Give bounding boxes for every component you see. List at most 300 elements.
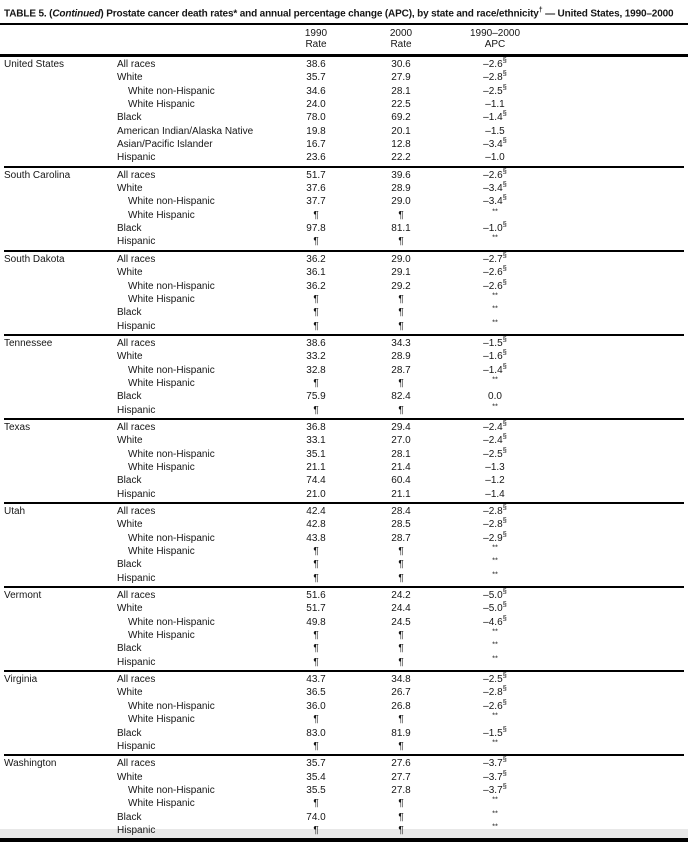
rate-2000-value: ¶ — [398, 656, 404, 668]
apc-value: –1.2 — [485, 475, 505, 487]
race-label: All races — [117, 253, 156, 265]
race-label: Hispanic — [117, 488, 156, 500]
footnote-marker: § — [502, 600, 507, 610]
rate-2000-value: ¶ — [398, 572, 404, 584]
column-header-line: Rate — [305, 39, 327, 51]
table-row — [4, 653, 684, 669]
rate-2000-value: 29.4 — [391, 421, 411, 433]
table-row — [4, 319, 684, 332]
footnote-marker: ** — [492, 401, 498, 411]
rate-2000-value: ¶ — [398, 824, 404, 836]
rate-2000-value: 28.9 — [391, 183, 411, 195]
apc-value: –2.4§ — [483, 431, 507, 447]
table-row — [4, 810, 684, 823]
table-row — [4, 542, 684, 558]
rate-2000-value: ¶ — [398, 320, 404, 332]
table-row — [4, 613, 684, 629]
race-label: Asian/Pacific Islander — [117, 139, 213, 151]
table-row — [4, 390, 684, 403]
rate-1990-value: ¶ — [313, 798, 319, 810]
column-header-line: APC — [484, 39, 506, 51]
footnote-marker: § — [502, 179, 507, 189]
footnote-marker: § — [502, 724, 507, 734]
rate-1990-value: 35.5 — [306, 784, 326, 796]
rate-2000-value: 34.3 — [391, 337, 411, 349]
race-label: White — [117, 603, 143, 615]
rate-1990-value: 78.0 — [306, 112, 326, 124]
rate-1990-value: ¶ — [313, 714, 319, 726]
column-headers — [4, 25, 684, 54]
rate-1990-value: 42.8 — [306, 519, 326, 531]
apc-value: –5.0§ — [483, 586, 507, 602]
rate-1990-value: 51.6 — [306, 590, 326, 602]
footnote-marker: ** — [492, 794, 498, 804]
table-row — [4, 111, 684, 124]
race-label: All races — [117, 758, 156, 770]
footnote-marker: § — [502, 334, 507, 344]
race-label: Black — [117, 307, 142, 319]
rate-1990-value: 16.7 — [306, 139, 326, 151]
race-label: Black — [117, 475, 142, 487]
race-label: Black — [117, 643, 142, 655]
race-label: White non-Hispanic — [128, 196, 215, 208]
rate-1990-value: 43.7 — [306, 674, 326, 686]
rate-1990-value: 32.8 — [306, 364, 326, 376]
rate-2000-value: 29.0 — [391, 196, 411, 208]
column-header-apc — [450, 28, 540, 51]
apc-value: –1.4 — [485, 488, 505, 500]
table-row — [4, 697, 684, 713]
table-row — [4, 781, 684, 797]
rate-2000-value: ¶ — [398, 209, 404, 221]
race-label: White non-Hispanic — [128, 364, 215, 376]
apc-value: –3.7§ — [483, 754, 507, 770]
apc-value: –1.4§ — [483, 109, 507, 124]
apc-value: –2.6§ — [483, 263, 507, 279]
state-section — [4, 502, 684, 586]
race-label: Black — [117, 727, 142, 739]
footnote-marker: ** — [492, 303, 498, 313]
rate-1990-value: 51.7 — [306, 603, 326, 615]
column-header-line: 1990 — [304, 27, 328, 39]
rate-2000-value: 28.1 — [391, 448, 411, 460]
rate-1990-value: ¶ — [313, 643, 319, 655]
apc-value: –2.8§ — [483, 516, 507, 531]
rate-2000-value: 30.6 — [391, 59, 411, 70]
table-row — [4, 487, 684, 500]
table-row — [4, 403, 684, 416]
apc-value: –4.6§ — [483, 613, 507, 628]
rate-1990-value: ¶ — [313, 572, 319, 584]
race-label: White Hispanic — [128, 714, 195, 726]
apc-value: –3.7§ — [483, 781, 507, 796]
apc-value: –2.6§ — [483, 697, 507, 712]
race-label: American Indian/Alaska Native — [117, 125, 254, 137]
rate-1990-value: 24.0 — [306, 99, 326, 111]
rate-2000-value: ¶ — [398, 740, 404, 752]
race-label: White — [117, 687, 143, 699]
footnote-marker: § — [502, 684, 507, 694]
table-row — [4, 518, 684, 531]
race-label: White — [117, 771, 143, 783]
race-label: Hispanic — [117, 236, 156, 248]
state-name: Tennessee — [4, 337, 53, 349]
rate-1990-value: ¶ — [313, 630, 319, 642]
race-label: White — [117, 183, 143, 195]
table-row — [4, 135, 684, 151]
rate-1990-value: 38.6 — [306, 337, 326, 349]
footnote-marker: § — [502, 277, 507, 287]
table-row — [4, 71, 684, 84]
race-label: White — [117, 267, 143, 279]
race-label: White — [117, 351, 143, 363]
state-name: Texas — [4, 421, 31, 433]
apc-value: –2.5§ — [483, 670, 507, 686]
footnote-marker: ** — [492, 290, 498, 300]
race-label: White non-Hispanic — [128, 784, 215, 796]
table-row — [4, 642, 684, 655]
race-label: Hispanic — [117, 404, 156, 416]
race-label: Hispanic — [117, 740, 156, 752]
race-label: All races — [117, 590, 156, 602]
state-section — [4, 586, 684, 670]
race-label: Black — [117, 223, 142, 235]
state-section — [4, 418, 684, 502]
apc-value: –2.8§ — [483, 69, 507, 84]
table-row — [4, 263, 684, 279]
race-label: White non-Hispanic — [128, 700, 215, 712]
rate-2000-value: ¶ — [398, 377, 404, 389]
rate-1990-value: 36.2 — [306, 280, 326, 292]
rate-1990-value: ¶ — [313, 293, 319, 305]
rate-2000-value: 27.9 — [391, 72, 411, 84]
rate-1990-value: ¶ — [313, 377, 319, 389]
table-row — [4, 502, 684, 518]
rate-1990-value: 36.1 — [306, 267, 326, 279]
race-label: All races — [117, 506, 156, 517]
rate-2000-value: ¶ — [398, 643, 404, 655]
apc-value: 0.0 — [488, 391, 502, 403]
rate-2000-value: 24.5 — [391, 616, 411, 628]
rate-2000-value: ¶ — [398, 811, 404, 823]
race-label: White non-Hispanic — [128, 448, 215, 460]
race-label: White non-Hispanic — [128, 280, 215, 292]
rate-2000-value: 21.1 — [391, 488, 411, 500]
table-row — [4, 586, 684, 602]
rate-2000-value: 27.6 — [391, 758, 411, 770]
footnote-marker: § — [502, 529, 507, 539]
table-row — [4, 363, 684, 376]
race-label: White — [117, 72, 143, 84]
table-row — [4, 334, 684, 350]
table-row — [4, 219, 684, 235]
apc-value: –2.7§ — [483, 250, 507, 265]
footnote-marker: § — [502, 586, 507, 596]
footnote-marker: § — [502, 347, 507, 357]
state-section — [4, 754, 684, 838]
table-title — [4, 4, 684, 21]
state-section — [4, 334, 684, 418]
rate-1990-value: 49.8 — [306, 616, 326, 628]
table-body — [4, 57, 684, 838]
rate-1990-value: 35.7 — [306, 758, 326, 770]
title-tail: — United States, 1990–2000 — [542, 8, 674, 20]
race-label: White non-Hispanic — [128, 532, 215, 544]
race-label: Black — [117, 112, 142, 124]
table-row — [4, 821, 684, 837]
footnote-marker: § — [502, 69, 507, 79]
table-row — [4, 418, 684, 434]
rate-2000-value: 27.0 — [391, 435, 411, 447]
rate-2000-value: 29.1 — [391, 267, 411, 279]
race-label: White non-Hispanic — [128, 85, 215, 97]
rate-2000-value: 28.7 — [391, 364, 411, 376]
rate-2000-value: 34.8 — [391, 674, 411, 686]
rate-2000-value: 22.5 — [391, 99, 411, 111]
race-label: Hispanic — [117, 572, 156, 584]
rate-1990-value: ¶ — [313, 740, 319, 752]
rate-1990-value: ¶ — [313, 320, 319, 332]
rate-2000-value: 26.8 — [391, 700, 411, 712]
footnote-marker: § — [502, 193, 507, 203]
rate-1990-value: 36.8 — [306, 421, 326, 433]
footnote-marker: § — [502, 109, 507, 119]
race-label: White — [117, 519, 143, 531]
table-row — [4, 250, 684, 266]
table-row — [4, 726, 684, 739]
footnote-marker: ** — [492, 317, 498, 327]
rate-1990-value: 43.8 — [306, 532, 326, 544]
state-section — [4, 57, 684, 166]
footnote-marker: ** — [492, 640, 498, 650]
rate-2000-value: 28.1 — [391, 85, 411, 97]
race-label: White Hispanic — [128, 209, 195, 221]
race-label: All races — [117, 674, 156, 686]
apc-value: –1.0§ — [483, 219, 507, 235]
rate-2000-value: 26.7 — [391, 687, 411, 699]
rate-2000-value: 24.2 — [391, 590, 411, 602]
table-row — [4, 151, 684, 164]
state-name: South Dakota — [4, 253, 65, 265]
state-section — [4, 250, 684, 334]
race-label: White Hispanic — [128, 377, 195, 389]
footnote-marker: ** — [492, 233, 498, 243]
rate-2000-value: 27.7 — [391, 771, 411, 783]
footnote-marker: § — [502, 166, 507, 176]
rate-2000-value: ¶ — [398, 307, 404, 319]
apc-value — [450, 821, 540, 836]
footnote-marker: § — [502, 781, 507, 791]
apc-value — [450, 569, 540, 584]
footnote-marker: § — [502, 613, 507, 623]
footnote-marker: ** — [492, 374, 498, 384]
table-row — [4, 125, 684, 138]
table-row — [4, 374, 684, 390]
footnote-marker: ** — [492, 808, 498, 818]
footnote-marker: ** — [492, 556, 498, 566]
rate-1990-value: 33.1 — [306, 435, 326, 447]
rate-1990-value: 33.2 — [306, 351, 326, 363]
apc-value: –2.9§ — [483, 529, 507, 544]
table-row — [4, 303, 684, 319]
state-section — [4, 166, 684, 250]
apc-value: –1.5§ — [483, 724, 507, 739]
apc-value — [450, 374, 540, 389]
rate-1990-value: 21.1 — [306, 461, 326, 473]
rate-1990-value: ¶ — [313, 404, 319, 416]
state-name: United States — [4, 59, 65, 70]
race-label: Hispanic — [117, 320, 156, 332]
race-label: White Hispanic — [128, 293, 195, 305]
footnote-marker: ** — [492, 626, 498, 636]
race-label: All races — [117, 169, 156, 181]
title-dagger-marker: † — [538, 7, 543, 14]
table-row — [4, 55, 684, 71]
apc-value: –2.5§ — [483, 445, 507, 460]
footnote-marker: ** — [492, 737, 498, 747]
apc-value — [450, 710, 540, 725]
state-name: Virginia — [4, 674, 38, 686]
table-row — [4, 686, 684, 699]
title-continued: Continued — [52, 8, 101, 20]
rate-1990-value: 51.7 — [306, 169, 326, 181]
rate-1990-value: 37.7 — [306, 196, 326, 208]
race-label: Black — [117, 811, 142, 823]
apc-value: –2.5§ — [483, 82, 507, 97]
race-label: White Hispanic — [128, 99, 195, 111]
column-header-line: Rate — [390, 39, 412, 51]
apc-value — [450, 737, 540, 752]
table-row — [4, 754, 684, 770]
rate-2000-value: ¶ — [398, 798, 404, 810]
table-row — [4, 794, 684, 810]
race-label: White Hispanic — [128, 798, 195, 810]
footnote-marker: § — [502, 502, 507, 512]
race-label: Black — [117, 559, 142, 571]
rate-1990-value: ¶ — [313, 209, 319, 221]
footnote-marker: ** — [492, 206, 498, 216]
footnote-marker: § — [502, 135, 507, 145]
state-name: Vermont — [4, 590, 42, 602]
table-row — [4, 206, 684, 222]
rate-1990-value: ¶ — [313, 656, 319, 668]
table-row — [4, 347, 684, 363]
rate-2000-value: 39.6 — [391, 169, 411, 181]
table-row — [4, 279, 684, 292]
rate-1990-value: ¶ — [313, 236, 319, 248]
rate-2000-value: 24.4 — [391, 603, 411, 615]
footnote-marker: § — [502, 754, 507, 764]
rate-2000-value: ¶ — [398, 404, 404, 416]
footnote-marker: ** — [492, 821, 498, 831]
apc-value: –1.0 — [485, 152, 505, 164]
race-label: All races — [117, 337, 156, 349]
table-row — [4, 710, 684, 726]
title-main: ) Prostate cancer death rates* and annual percentage change (APC), by state and race/ethnicity — [100, 8, 539, 20]
rate-1990-value: 37.6 — [306, 183, 326, 195]
footnote-marker: § — [502, 670, 507, 680]
race-label: Hispanic — [117, 656, 156, 668]
apc-value: –2.6§ — [483, 55, 507, 70]
rate-2000-value: ¶ — [398, 546, 404, 558]
table-row — [4, 82, 684, 98]
footnote-marker: § — [502, 361, 507, 371]
table-row — [4, 179, 684, 195]
apc-value — [450, 401, 540, 416]
footnote-marker: ** — [492, 542, 498, 552]
rate-1990-value: ¶ — [313, 546, 319, 558]
apc-value: –2.8§ — [483, 684, 507, 699]
apc-value: –2.6§ — [483, 166, 507, 181]
apc-value: –3.4§ — [483, 135, 507, 151]
footnote-marker: § — [502, 55, 507, 65]
footnote-marker: § — [502, 431, 507, 441]
state-name: Washington — [4, 758, 57, 770]
rate-2000-value: 29.0 — [391, 253, 411, 265]
race-label: Black — [117, 391, 142, 403]
apc-value: –3.4§ — [483, 179, 507, 195]
table-row — [4, 737, 684, 753]
rate-2000-value: 12.8 — [391, 139, 411, 151]
footnote-marker: ** — [492, 710, 498, 720]
apc-value: –3.4§ — [483, 193, 507, 208]
table-row — [4, 461, 684, 474]
race-label: Hispanic — [117, 152, 156, 164]
table-row — [4, 98, 684, 111]
apc-value: –3.7§ — [483, 768, 507, 783]
footnote-marker: § — [502, 82, 507, 92]
apc-value: –2.8§ — [483, 502, 507, 517]
rate-1990-value: 74.0 — [306, 811, 326, 823]
race-label: Hispanic — [117, 824, 156, 836]
apc-value: –1.5§ — [483, 334, 507, 349]
rate-2000-value: 28.4 — [391, 506, 411, 517]
footnote-marker: § — [502, 768, 507, 778]
apc-value: –1.4§ — [483, 361, 507, 376]
rate-1990-value: 36.5 — [306, 687, 326, 699]
rate-2000-value: 29.2 — [391, 280, 411, 292]
apc-value — [450, 317, 540, 332]
table-row — [4, 474, 684, 487]
footnote-marker: § — [502, 250, 507, 260]
race-label: White Hispanic — [128, 546, 195, 558]
apc-value: –1.1 — [485, 99, 505, 111]
race-label: All races — [117, 421, 156, 433]
footnote-marker: ** — [492, 569, 498, 579]
rate-1990-value: ¶ — [313, 824, 319, 836]
column-header-line: 2000 — [389, 27, 413, 39]
table-row — [4, 670, 684, 686]
footnote-marker: § — [502, 516, 507, 526]
apc-value: –2.6§ — [483, 277, 507, 292]
rate-1990-value: 23.6 — [306, 152, 326, 164]
table-row — [4, 558, 684, 571]
rate-2000-value: 20.1 — [391, 125, 411, 137]
race-label: White Hispanic — [128, 630, 195, 642]
table-row — [4, 529, 684, 545]
table-row — [4, 166, 684, 182]
rate-1990-value: 36.2 — [306, 253, 326, 265]
footnote-marker: § — [502, 418, 507, 428]
apc-value: –1.6§ — [483, 347, 507, 363]
table-row — [4, 195, 684, 208]
table-row — [4, 569, 684, 585]
rate-2000-value: ¶ — [398, 293, 404, 305]
rate-1990-value: 36.0 — [306, 700, 326, 712]
rate-2000-value: 60.4 — [391, 475, 411, 487]
bottom-rule — [0, 838, 688, 842]
rate-2000-value: 22.2 — [391, 152, 411, 164]
